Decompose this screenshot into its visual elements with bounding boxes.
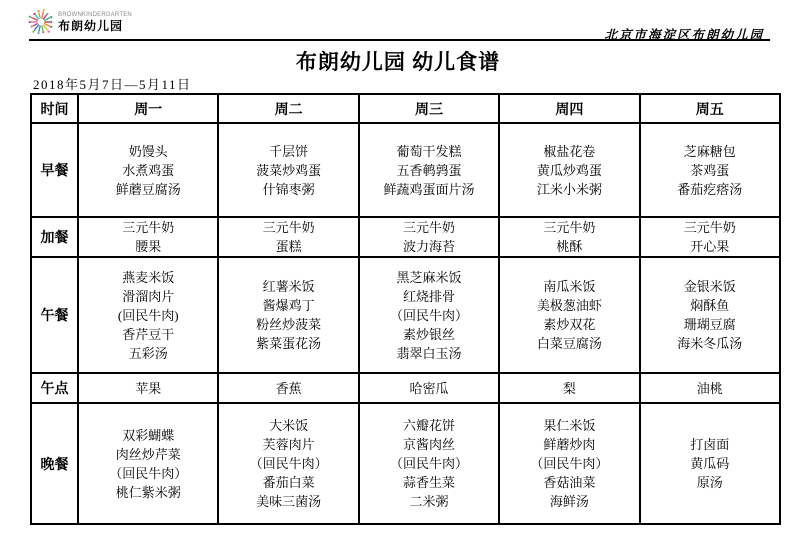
menu-cell: [359, 123, 499, 217]
dish-name: 酱爆鸡丁: [262, 298, 315, 313]
dish-name: 紫菜蛋花汤: [256, 336, 322, 351]
dish-name: 蒜香生菜: [402, 475, 455, 490]
meal-label: 加餐: [31, 217, 78, 257]
dish-name: 波力海苔: [402, 239, 455, 254]
menu-table: [30, 93, 781, 525]
dish-name: 素炒银丝: [402, 326, 455, 342]
dish-name: 滑溜肉片: [122, 288, 175, 304]
dish-name: 鲜蘑炒肉: [543, 437, 596, 452]
dish-name: 黄瓜码: [690, 456, 730, 471]
page-title: 布朗幼儿园 幼儿食谱: [295, 50, 501, 74]
dish-name: 千层饼: [269, 143, 309, 159]
dish-name: 美极葱油虾: [536, 298, 602, 313]
dish-name: 二米粥: [409, 494, 449, 509]
menu-cell: [499, 123, 639, 217]
dish-name: 梨: [562, 380, 576, 396]
meal-row: [31, 257, 780, 373]
dish-name: 苹果: [135, 380, 162, 396]
dish-name: 葡萄干发糕: [396, 143, 462, 159]
dish-name: 红薯米饭: [262, 279, 315, 294]
menu-cell: [78, 123, 218, 217]
dish-name: 五香鹌鹑蛋: [396, 162, 462, 178]
dish-name: 打卤面: [690, 437, 730, 452]
school-name: 北京市海淀区布朗幼儿园: [604, 28, 764, 42]
dish-name: 三元牛奶: [262, 220, 315, 235]
dish-name: 原汤: [696, 475, 723, 490]
dish-name: (回民牛肉): [117, 307, 179, 323]
sheet-header: [0, 0, 796, 93]
dish-name: 鲜蔬鸡蛋面片汤: [383, 181, 475, 197]
dish-name: 鲜蘑豆腐汤: [115, 181, 181, 197]
dish-name: 红烧排骨: [402, 288, 455, 304]
dish-name: 什锦枣粥: [262, 181, 315, 197]
col-header-day: 周三: [359, 94, 499, 123]
meal-label: 午点: [31, 373, 78, 403]
header-divider: [29, 39, 770, 41]
menu-cell: [640, 123, 780, 217]
dish-name: 五彩汤: [128, 345, 168, 361]
date-range: 2018年5月7日—5月11日: [33, 77, 192, 92]
dish-name: 番茄疙瘩汤: [677, 181, 743, 197]
dish-name: 腰果: [135, 239, 162, 254]
dish-name: 椒盐花卷: [543, 143, 596, 159]
col-header-day: 周五: [640, 94, 780, 123]
dish-name: 南瓜米饭: [543, 279, 596, 294]
meal-row: [31, 403, 780, 524]
menu-cell: [218, 257, 358, 373]
dish-name: 香蕉: [275, 380, 302, 396]
menu-cell: [218, 373, 358, 403]
dish-name: 白菜豆腐汤: [536, 336, 602, 351]
logo-wordmark: [58, 12, 132, 32]
dish-name: 菠菜炒鸡蛋: [256, 162, 322, 178]
dish-name: 三元牛奶: [122, 220, 175, 235]
meal-row: [31, 373, 780, 403]
dish-name: 奶馒头: [128, 143, 168, 159]
menu-cell: [640, 217, 780, 257]
menu-cell: [499, 257, 639, 373]
dish-name: 香菇油菜: [543, 475, 596, 490]
dish-name: 海鲜汤: [549, 494, 589, 509]
dish-name: 珊瑚豆腐: [683, 317, 736, 332]
dish-name: 蛋糕: [275, 239, 302, 254]
menu-cell: [78, 257, 218, 373]
dish-name: 肉丝炒芹菜: [115, 446, 181, 462]
dish-name: 茶鸡蛋: [690, 162, 730, 178]
menu-cell: [359, 373, 499, 403]
logo-brand-cn: 布朗幼儿园: [58, 19, 124, 33]
meal-label: 晚餐: [31, 403, 78, 524]
dish-name: 翡翠白玉汤: [396, 345, 462, 361]
dish-name: 三元牛奶: [402, 220, 455, 235]
dish-name: 油桃: [696, 380, 723, 396]
col-header-day: 周一: [78, 94, 218, 123]
dish-name: 金银米饭: [683, 279, 736, 294]
dish-name: （回民牛肉）: [249, 456, 328, 471]
menu-cell: [359, 257, 499, 373]
dish-name: 芝麻糖包: [683, 143, 736, 159]
dish-name: 芙蓉肉片: [262, 437, 315, 452]
col-header-day: 周四: [499, 94, 639, 123]
dish-name: 水煮鸡蛋: [122, 162, 175, 178]
dish-name: 海米冬瓜汤: [677, 336, 743, 351]
dish-name: 粉丝炒菠菜: [256, 317, 322, 332]
dish-name: 三元牛奶: [543, 220, 596, 235]
dish-name: （回民牛肉）: [109, 465, 188, 481]
dish-name: 焖酥鱼: [690, 298, 730, 313]
col-header-time: 时间: [31, 94, 78, 123]
dish-name: 番茄白菜: [262, 475, 315, 490]
meal-label: 午餐: [31, 257, 78, 373]
menu-cell: [78, 217, 218, 257]
dish-name: 江米小米粥: [536, 181, 602, 197]
logo-brand-en: BROWNKINDERGARTEN: [58, 12, 132, 18]
col-header-day: 周二: [218, 94, 358, 123]
dish-name: 果仁米饭: [543, 418, 596, 433]
menu-cell: [640, 257, 780, 373]
menu-cell: [218, 123, 358, 217]
menu-cell: [78, 373, 218, 403]
menu-cell: [499, 373, 639, 403]
dish-name: 美味三菌汤: [256, 494, 322, 509]
menu-cell: [218, 403, 358, 524]
meal-row: [31, 217, 780, 257]
dish-name: 哈密瓜: [409, 380, 449, 396]
header-row: [31, 94, 780, 123]
dish-name: 六瓣花饼: [402, 418, 455, 433]
dish-name: 桃酥: [556, 239, 583, 254]
menu-cell: [78, 403, 218, 524]
dish-name: 双彩蝴蝶: [122, 427, 175, 443]
menu-cell: [218, 217, 358, 257]
dish-name: （回民牛肉）: [389, 456, 468, 471]
meal-row: [31, 123, 780, 217]
menu-cell: [640, 373, 780, 403]
dish-name: 京酱肉丝: [402, 437, 455, 452]
brand-logo: [27, 8, 132, 36]
dish-name: 香芹豆干: [122, 326, 175, 342]
menu-cell: [640, 403, 780, 524]
menu-cell: [359, 403, 499, 524]
dish-name: 开心果: [690, 239, 730, 254]
dish-name: 黑芝麻米饭: [396, 269, 462, 285]
dish-name: 燕麦米饭: [122, 269, 175, 285]
meal-label: 早餐: [31, 123, 78, 217]
dish-name: （回民牛肉）: [389, 307, 468, 323]
dish-name: 大米饭: [269, 418, 309, 433]
dish-name: 三元牛奶: [683, 220, 736, 235]
dish-name: 黄瓜炒鸡蛋: [536, 162, 602, 178]
menu-cell: [499, 217, 639, 257]
dish-name: 素炒双花: [543, 317, 596, 332]
dish-name: 桃仁紫米粥: [115, 484, 181, 500]
logo-starburst-icon: [27, 8, 55, 36]
menu-table-body: [31, 123, 780, 524]
menu-table-head: [31, 94, 780, 123]
dish-name: （回民牛肉）: [530, 456, 609, 471]
menu-cell: [499, 403, 639, 524]
menu-cell: [359, 217, 499, 257]
